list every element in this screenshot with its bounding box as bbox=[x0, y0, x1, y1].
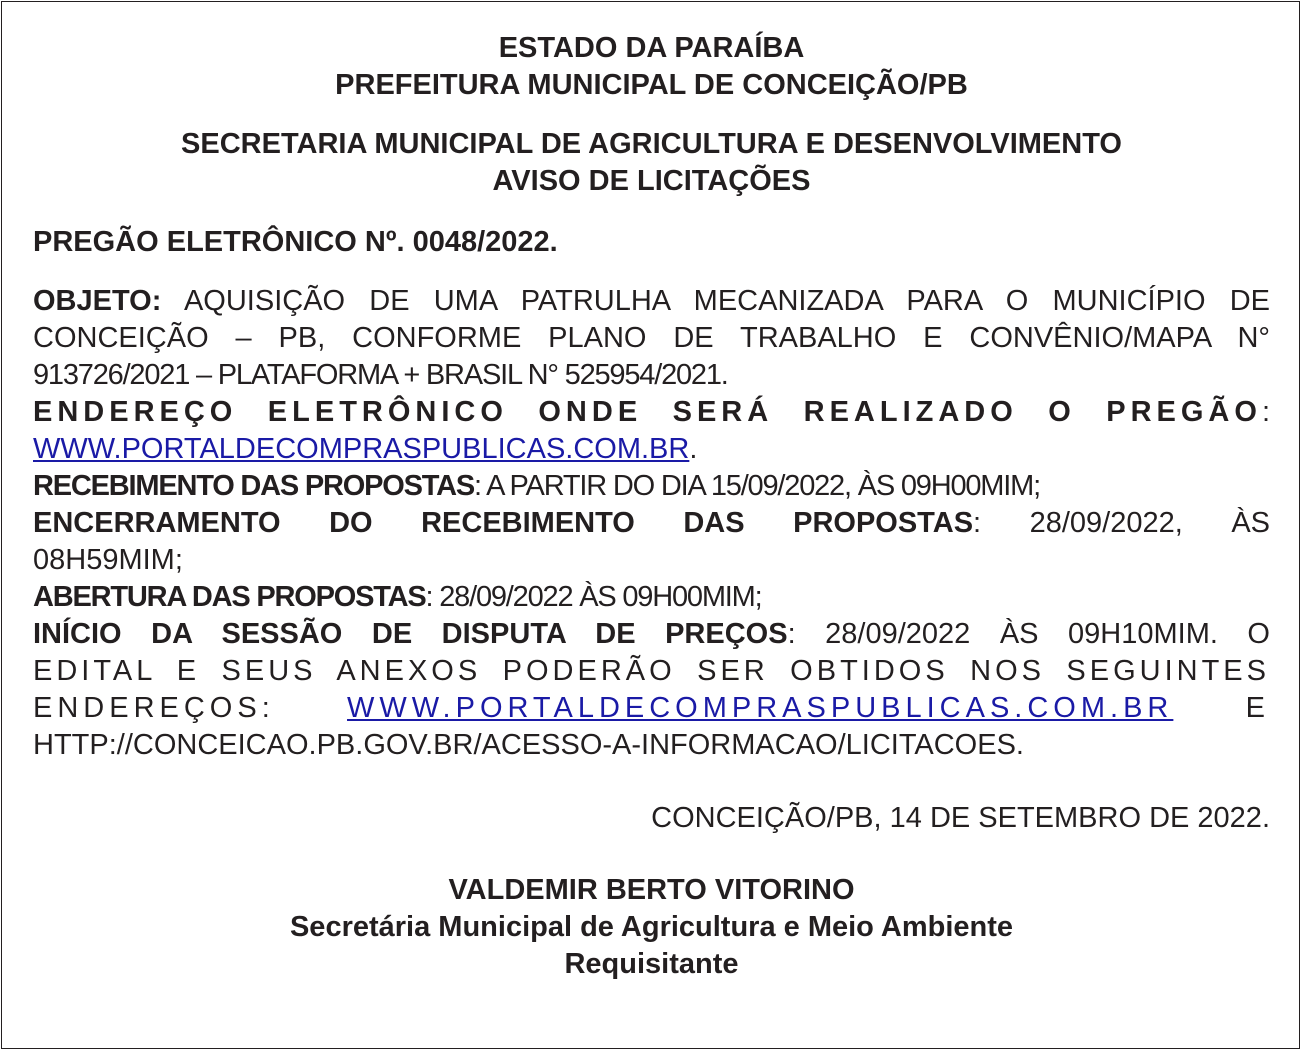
endereco-colon: : bbox=[1261, 396, 1270, 428]
endereco-line-2 bbox=[33, 431, 1270, 468]
encerramento-line-1 bbox=[33, 505, 1270, 542]
inicio-line-1 bbox=[33, 616, 1270, 653]
encerramento-value: : 28/09/2022, ÀS bbox=[973, 507, 1270, 539]
abertura-line bbox=[33, 579, 1270, 616]
header-state: ESTADO DA PARAÍBA bbox=[498, 32, 805, 64]
endereco-period: . bbox=[689, 433, 698, 465]
signatory-role: Secretária Municipal de Agricultura e Meio Ambiente bbox=[289, 911, 1014, 943]
endereco-label: ENDEREÇO ELETRÔNICO ONDE SERÁ REALIZADO O PREGÃO bbox=[33, 396, 1262, 428]
recebimento-label: RECEBIMENTO DAS PROPOSTAS bbox=[33, 470, 475, 502]
abertura-value: : 28/09/2022 ÀS 09H00MIM; bbox=[425, 581, 762, 613]
header-notice-title: AVISO DE LICITAÇÕES bbox=[492, 165, 811, 197]
signatory-name: VALDEMIR BERTO VITORINO bbox=[448, 874, 855, 906]
objeto-text-1: AQUISIÇÃO DE UMA PATRULHA MECANIZADA PARA O MUNICÍPIO DE bbox=[161, 285, 1270, 317]
inicio-line-2: EDITAL E SEUS ANEXOS PODERÃO SER OBTIDOS NOS SEGUINTES bbox=[33, 655, 1270, 687]
endereco-line-1 bbox=[33, 394, 1270, 431]
encerramento-label: ENCERRAMENTO DO RECEBIMENTO DAS PROPOSTAS bbox=[33, 507, 974, 539]
header-secretariat: SECRETARIA MUNICIPAL DE AGRICULTURA E DESENVOLVIMENTO bbox=[181, 128, 1122, 160]
inicio-enderecos-prefix: ENDEREÇOS: bbox=[33, 692, 348, 724]
inicio-line-4: HTTP://CONCEICAO.PB.GOV.BR/ACESSO-A-INFORMACAO/LICITACOES. bbox=[33, 729, 1024, 761]
encerramento-line-2: 08H59MIM; bbox=[33, 544, 183, 576]
portal-link-2[interactable]: WWW.PORTALDECOMPRASPUBLICAS.COM.BR bbox=[347, 692, 1174, 724]
abertura-label: ABERTURA DAS PROPOSTAS bbox=[33, 581, 426, 613]
inicio-enderecos-suffix: E bbox=[1173, 692, 1270, 724]
inicio-line-3 bbox=[33, 690, 1270, 727]
objeto-line-3: 913726/2021 – PLATAFORMA + BRASIL N° 525954/2021. bbox=[33, 359, 728, 391]
notice-document bbox=[33, 30, 1270, 983]
recebimento-line bbox=[33, 468, 1270, 505]
header-prefecture: PREFEITURA MUNICIPAL DE CONCEIÇÃO/PB bbox=[335, 69, 968, 101]
objeto-line-2: CONCEIÇÃO – PB, CONFORME PLANO DE TRABALHO E CONVÊNIO/MAPA N° bbox=[33, 322, 1270, 354]
pregao-number: PREGÃO ELETRÔNICO Nº. 0048/2022. bbox=[33, 226, 558, 258]
signatory-title: Requisitante bbox=[564, 948, 739, 980]
objeto-section bbox=[33, 283, 1270, 394]
date-line: CONCEIÇÃO/PB, 14 DE SETEMBRO DE 2022. bbox=[651, 802, 1270, 834]
recebimento-value: : A PARTIR DO DIA 15/09/2022, ÀS 09H00MIM; bbox=[474, 470, 1040, 502]
inicio-label: INÍCIO DA SESSÃO DE DISPUTA DE PREÇOS bbox=[33, 618, 788, 650]
objeto-line-1 bbox=[33, 283, 1270, 320]
portal-link[interactable]: WWW.PORTALDECOMPRASPUBLICAS.COM.BR bbox=[33, 433, 690, 465]
endereco-section bbox=[33, 394, 1270, 468]
inicio-value: : 28/09/2022 ÀS 09H10MIM. O bbox=[787, 618, 1270, 650]
objeto-label: OBJETO: bbox=[33, 285, 162, 317]
